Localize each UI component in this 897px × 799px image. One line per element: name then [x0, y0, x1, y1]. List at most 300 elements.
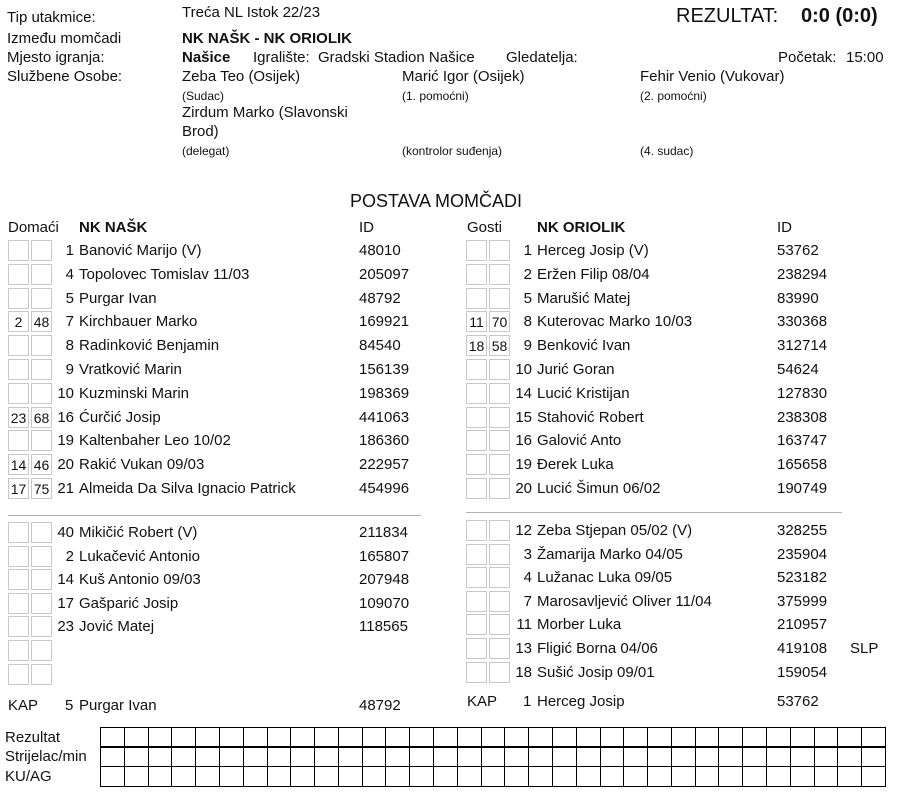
footer-grid-cell	[385, 727, 410, 748]
home-starter-player-id: 205097	[359, 265, 410, 283]
official-name: Marić Igor (Osijek)	[402, 68, 525, 85]
footer-grid-cell	[362, 727, 387, 748]
home-starter-shirt-number: 7	[65, 313, 74, 331]
footer-grid-cell	[528, 766, 553, 787]
home-captain-number: 5	[65, 697, 74, 714]
footer-grid-cell	[600, 727, 625, 748]
away-starter-player-id: 238294	[777, 265, 828, 283]
away-starter-minute-box	[466, 240, 487, 261]
official-role: (4. sudac)	[640, 144, 694, 158]
footer-grid-cell	[718, 766, 743, 787]
place-value: Našice	[182, 49, 231, 66]
footer-grid-cell	[195, 727, 220, 748]
official-name: Fehir Venio (Vukovar)	[640, 68, 785, 85]
footer-grid-cell	[742, 746, 767, 767]
home-sub-minute-box	[31, 569, 52, 590]
away-sub-player-name: Morber Luka	[537, 616, 622, 634]
away-starter-player-id: 238308	[777, 408, 828, 426]
home-starter-shirt-number: 9	[65, 361, 74, 378]
away-sub-minute-box	[466, 567, 487, 588]
footer-grid-cell	[790, 727, 815, 748]
away-starter-player-name: Galović Anto	[537, 432, 622, 450]
away-sub-player-name: Marosavljević Oliver 11/04	[537, 592, 712, 610]
home-sub-minute-box	[8, 664, 29, 685]
away-starter-player-id: 54624	[777, 361, 819, 378]
footer-grid-cell	[695, 727, 720, 748]
away-starter-minute-box	[466, 264, 487, 285]
home-sub-player-name: Mikičić Robert (V)	[79, 524, 198, 541]
home-starter-player-name: Radinković Benjamin	[79, 337, 220, 355]
footer-grid-cell	[409, 766, 434, 787]
start-label: Početak:	[778, 49, 837, 66]
footer-grid-cell	[124, 746, 149, 767]
officials-label: Službene Osobe:	[7, 68, 123, 85]
home-starter-shirt-number: 1	[65, 242, 74, 259]
footer-grid-cell	[504, 766, 529, 787]
footer-grid-cell	[290, 727, 315, 748]
away-sub-player-id: 375999	[777, 592, 828, 610]
footer-grid-cell	[433, 746, 458, 767]
home-sub-minute-box	[8, 546, 29, 567]
home-sub-player-id: 109070	[359, 594, 410, 612]
footer-grid-cell	[576, 746, 601, 767]
away-starter-minute-box	[466, 478, 487, 499]
away-starter-minute-box	[489, 430, 510, 451]
away-starter-minute-box: 11	[466, 311, 487, 332]
footer-grid-cell	[861, 766, 886, 787]
footer-grid-cell	[671, 727, 696, 748]
home-sub-shirt-number: 14	[57, 571, 74, 589]
away-starter-player-id: 53762	[777, 242, 819, 259]
footer-grid-cell	[623, 746, 648, 767]
footer-grid-cell	[195, 766, 220, 787]
away-starter-shirt-number: 8	[523, 313, 532, 331]
away-starter-minute-box	[489, 288, 510, 309]
away-starter-player-id: 330368	[777, 313, 828, 331]
away-sub-player-name: Fligić Borna 04/06	[537, 640, 658, 657]
home-starter-minute-box	[31, 430, 52, 451]
teams-value: NK NAŠK - NK ORIOLIK	[182, 30, 352, 47]
home-starter-minute-box	[31, 240, 52, 261]
footer-grid-cell	[219, 766, 244, 787]
away-sub-minute-box	[489, 544, 510, 565]
official-role: (1. pomoćni)	[402, 89, 469, 103]
footer-grid-cell	[290, 766, 315, 787]
home-starter-player-name: Banović Marijo (V)	[79, 242, 202, 259]
away-starter-player-name: Benković Ivan	[537, 337, 631, 355]
home-sub-shirt-number: 2	[65, 547, 74, 565]
away-starter-player-id: 127830	[777, 384, 828, 402]
footer-grid-cell	[124, 766, 149, 787]
official-name: Zeba Teo (Osijek)	[182, 68, 301, 85]
home-starter-shirt-number: 8	[65, 337, 74, 355]
home-sub-player-id: 165807	[359, 547, 410, 565]
home-starter-minute-box	[31, 264, 52, 285]
home-starter-minute-box: 68	[31, 407, 52, 428]
footer-grid-cell	[766, 746, 791, 767]
home-starter-player-name: Kirchbauer Marko	[79, 313, 198, 331]
footer-grid-cell	[504, 727, 529, 748]
footer-grid-cell	[290, 746, 315, 767]
footer-grid-cell	[742, 727, 767, 748]
footer-grid-cell	[433, 766, 458, 787]
home-starter-minute-box	[31, 383, 52, 404]
home-sub-minute-box	[8, 569, 29, 590]
home-starter-minute-box	[8, 383, 29, 404]
home-starter-player-name: Kuzminski Marin	[79, 384, 190, 402]
footer-grid-cell	[600, 746, 625, 767]
footer-grid-cell	[671, 746, 696, 767]
footer-grid-cell	[528, 746, 553, 767]
away-sub-player-name: Zeba Stjepan 05/02 (V)	[537, 522, 693, 539]
away-divider	[466, 512, 842, 513]
home-starter-player-id: 186360	[359, 432, 410, 450]
away-sub-player-id: 419108	[777, 640, 828, 657]
footer-grid-cell	[195, 746, 220, 767]
footer-grid-cell	[861, 746, 886, 767]
away-starter-shirt-number: 16	[515, 432, 532, 450]
footer-grid-cell	[338, 727, 363, 748]
away-starter-minute-box	[466, 430, 487, 451]
away-sub-minute-box	[489, 614, 510, 635]
away-starter-shirt-number: 20	[515, 480, 532, 497]
home-starter-player-name: Topolovec Tomislav 11/03	[79, 265, 250, 283]
home-starter-player-id: 169921	[359, 313, 410, 331]
home-starter-player-id: 222957	[359, 456, 410, 474]
home-sub-shirt-number: 40	[57, 524, 74, 541]
home-sub-player-id: 118565	[359, 618, 408, 636]
footer-grid-cell	[861, 727, 886, 748]
footer-grid-cell	[457, 746, 482, 767]
footer-grid-cell	[362, 766, 387, 787]
footer-grid-cell	[814, 766, 839, 787]
footer-grid-cell	[338, 766, 363, 787]
away-sub-shirt-number: 7	[523, 592, 532, 610]
away-sub-player-id: 523182	[777, 569, 828, 587]
footer-grid-cell	[504, 746, 529, 767]
away-sub-player-id: 235904	[777, 545, 828, 563]
home-starter-minute-box	[31, 288, 52, 309]
away-sub-player-id: 328255	[777, 522, 828, 539]
away-captain-label: KAP	[467, 693, 498, 710]
away-starter-player-name: Jurić Goran	[537, 361, 615, 378]
away-sub-minute-box	[489, 520, 510, 541]
away-starter-minute-box	[466, 407, 487, 428]
home-sub-minute-box	[31, 640, 52, 661]
away-starter-player-name: Herceg Josip (V)	[537, 242, 649, 259]
footer-grid-cell	[267, 766, 292, 787]
home-starter-minute-box	[8, 335, 29, 356]
footer-grid-cell	[267, 746, 292, 767]
official-role: (kontrolor suđenja)	[402, 144, 503, 158]
home-starter-shirt-number: 5	[65, 289, 74, 307]
home-starter-player-name: Rakić Vukan 09/03	[79, 456, 205, 474]
footer-grid-cell	[576, 766, 601, 787]
footer-grid-cell	[385, 766, 410, 787]
home-starter-minute-box	[31, 359, 52, 380]
home-captain-name: Purgar Ivan	[79, 697, 157, 714]
home-starter-minute-box: 75	[31, 478, 52, 499]
scorer-row-label: Strijelac/min	[5, 748, 87, 765]
away-starter-player-name: Lucić Kristijan	[537, 384, 630, 402]
footer-grid-cell	[695, 766, 720, 787]
away-starter-shirt-number: 5	[523, 289, 532, 307]
away-starter-shirt-number: 10	[515, 361, 532, 378]
home-sub-minute-box	[31, 593, 52, 614]
away-starter-player-id: 312714	[777, 337, 828, 355]
away-sub-minute-box	[466, 591, 487, 612]
home-team-name: NK NAŠK	[79, 219, 148, 236]
home-starter-minute-box: 46	[31, 454, 52, 475]
away-sub-player-name: Sušić Josip 09/01	[537, 663, 655, 681]
away-sub-player-name: Lužanac Luka 09/05	[537, 569, 673, 587]
footer-grid-cell	[814, 727, 839, 748]
home-starter-player-name: Almeida Da Silva Ignacio Patrick	[79, 480, 296, 497]
away-sub-player-id: 159054	[777, 663, 828, 681]
away-starter-minute-box: 18	[466, 335, 487, 356]
home-starter-minute-box	[8, 288, 29, 309]
home-starter-shirt-number: 19	[57, 432, 74, 450]
result-label: REZULTAT:	[676, 5, 779, 27]
footer-grid-cell	[766, 727, 791, 748]
away-side-label: Gosti	[467, 219, 503, 236]
footer-grid-cell	[457, 727, 482, 748]
footer-grid-cell	[243, 727, 268, 748]
home-sub-player-name: Lukačević Antonio	[79, 547, 200, 565]
home-starter-minute-box: 48	[31, 311, 52, 332]
away-captain-name: Herceg Josip	[537, 693, 625, 710]
footer-grid-cell	[600, 766, 625, 787]
footer-grid-cell	[837, 727, 862, 748]
home-starter-minute-box	[31, 335, 52, 356]
footer-grid-cell	[338, 746, 363, 767]
away-starter-player-name: Eržen Filip 08/04	[537, 265, 650, 283]
official-name: Zirdum Marko (Slavonski	[182, 104, 348, 121]
footer-grid-cell	[576, 727, 601, 748]
footer-grid-cell	[171, 746, 196, 767]
home-sub-player-name: Gašparić Josip	[79, 594, 179, 612]
home-starter-player-name: Ćurčić Josip	[79, 408, 161, 426]
footer-grid-cell	[385, 746, 410, 767]
away-starter-player-name: Stahović Robert	[537, 408, 644, 426]
home-starter-player-name: Purgar Ivan	[79, 289, 157, 307]
home-sub-player-name: Jović Matej	[79, 618, 155, 636]
home-sub-minute-box	[8, 616, 29, 637]
away-sub-minute-box	[489, 638, 510, 659]
footer-grid-cell	[623, 766, 648, 787]
place-label: Mjesto igranja:	[7, 49, 105, 66]
footer-grid-cell	[790, 746, 815, 767]
start-value: 15:00	[846, 49, 884, 66]
home-divider	[8, 515, 421, 516]
away-sub-player-name: Žamarija Marko 04/05	[537, 545, 683, 563]
away-starter-minute-box	[489, 359, 510, 380]
away-starter-minute-box	[489, 264, 510, 285]
footer-grid-cell	[552, 727, 577, 748]
footer-grid-cell	[647, 727, 672, 748]
away-starter-player-id: 83990	[777, 289, 819, 307]
away-starter-player-name: Lucić Šimun 06/02	[537, 480, 661, 497]
home-starter-minute-box	[8, 264, 29, 285]
away-team-name: NK ORIOLIK	[537, 219, 626, 236]
footer-grid-cell	[124, 727, 149, 748]
home-sub-shirt-number: 23	[57, 618, 74, 636]
home-starter-minute-box	[8, 430, 29, 451]
footer-grid-cell	[790, 766, 815, 787]
home-sub-minute-box	[31, 664, 52, 685]
score-row-label: Rezultat	[5, 729, 61, 746]
home-starter-minute-box: 17	[8, 478, 29, 499]
away-starter-minute-box	[466, 288, 487, 309]
teams-label: Između momčadi	[7, 30, 122, 47]
home-sub-player-id: 211834	[359, 524, 408, 541]
footer-grid-cell	[314, 746, 339, 767]
ground-value: Gradski Stadion Našice	[318, 49, 475, 66]
away-starter-player-id: 190749	[777, 480, 828, 497]
away-starter-shirt-number: 15	[515, 408, 532, 426]
home-starter-player-id: 48792	[359, 289, 401, 307]
away-captain-number: 1	[523, 693, 532, 710]
home-sub-minute-box	[8, 593, 29, 614]
away-starter-shirt-number: 19	[515, 456, 532, 474]
away-sub-minute-box	[466, 638, 487, 659]
footer-grid-cell	[171, 766, 196, 787]
home-starter-player-id: 48010	[359, 242, 401, 259]
home-starter-shirt-number: 21	[57, 480, 74, 497]
away-starter-player-name: Marušić Matej	[537, 289, 631, 307]
home-starter-player-id: 156139	[359, 361, 410, 378]
footer-grid-cell	[528, 727, 553, 748]
footer-grid-cell	[695, 746, 720, 767]
away-sub-shirt-number: 11	[516, 616, 532, 634]
footer-grid-cell	[314, 766, 339, 787]
away-starter-minute-box: 70	[489, 311, 510, 332]
away-captain-id: 53762	[777, 693, 819, 710]
away-sub-minute-box	[466, 614, 487, 635]
footer-grid-cell	[409, 727, 434, 748]
home-starter-player-id: 454996	[359, 480, 410, 497]
away-sub-minute-box	[466, 544, 487, 565]
away-starter-minute-box	[489, 383, 510, 404]
footer-grid-cell	[481, 766, 506, 787]
footer-grid-cell	[481, 727, 506, 748]
home-starter-shirt-number: 10	[57, 384, 74, 402]
match-type-label: Tip utakmice:	[7, 9, 96, 26]
away-sub-minute-box	[466, 662, 487, 683]
away-starter-player-name: Đerek Luka	[537, 456, 614, 474]
footer-grid-cell	[718, 746, 743, 767]
footer-grid-cell	[742, 766, 767, 787]
home-starter-minute-box	[8, 240, 29, 261]
away-starter-shirt-number: 1	[523, 242, 532, 259]
footer-grid-cell	[647, 766, 672, 787]
home-sub-minute-box	[31, 546, 52, 567]
home-sub-player-id: 207948	[359, 571, 410, 589]
home-starter-player-name: Kaltenbaher Leo 10/02	[79, 432, 231, 450]
footer-grid-cell	[219, 727, 244, 748]
home-side-label: Domaći	[8, 219, 59, 236]
away-sub-minute-box	[466, 520, 487, 541]
away-starter-minute-box	[489, 478, 510, 499]
official-role: (delegat)	[182, 144, 230, 158]
home-sub-shirt-number: 17	[57, 594, 74, 612]
away-sub-shirt-number: 13	[515, 640, 532, 657]
footer-grid-cell	[552, 766, 577, 787]
away-sub-minute-box	[489, 591, 510, 612]
ground-label: Igralište:	[253, 49, 310, 66]
away-starter-player-id: 165658	[777, 456, 828, 474]
footer-grid-cell	[718, 727, 743, 748]
away-starter-minute-box	[466, 359, 487, 380]
home-sub-minute-box	[31, 616, 52, 637]
footer-grid-cell	[623, 727, 648, 748]
home-sub-minute-box	[8, 522, 29, 543]
home-sub-minute-box	[8, 640, 29, 661]
away-starter-shirt-number: 2	[523, 265, 532, 283]
footer-grid-cell	[171, 727, 196, 748]
away-id-header: ID	[777, 219, 792, 236]
away-sub-shirt-number: 4	[523, 569, 532, 587]
home-id-header: ID	[359, 219, 374, 236]
away-starter-minute-box	[466, 454, 487, 475]
footer-grid-cell	[457, 766, 482, 787]
official-name-cont: Brod)	[182, 123, 219, 140]
away-starter-player-name: Kuterovac Marko 10/03	[537, 313, 693, 331]
result-value: 0:0 (0:0)	[801, 5, 878, 27]
away-starter-minute-box: 58	[489, 335, 510, 356]
footer-grid-cell	[433, 727, 458, 748]
home-starter-minute-box: 14	[8, 454, 29, 475]
match-type-value: Treća NL Istok 22/23	[182, 4, 321, 21]
footer-grid-cell	[148, 746, 173, 767]
home-sub-minute-box	[31, 522, 52, 543]
footer-grid-cell	[243, 766, 268, 787]
away-sub-shirt-number: 12	[515, 522, 532, 539]
footer-grid-cell	[814, 746, 839, 767]
footer-grid-cell	[671, 766, 696, 787]
away-starter-minute-box	[489, 407, 510, 428]
away-sub-player-note: SLP	[850, 640, 879, 657]
away-starter-minute-box	[466, 383, 487, 404]
home-starter-player-id: 198369	[359, 384, 410, 402]
away-sub-minute-box	[489, 567, 510, 588]
away-starter-minute-box	[489, 454, 510, 475]
footer-grid-cell	[148, 727, 173, 748]
away-sub-shirt-number: 18	[515, 663, 532, 681]
home-sub-player-name: Kuš Antonio 09/03	[79, 571, 201, 589]
footer-grid-cell	[362, 746, 387, 767]
home-starter-player-id: 84540	[359, 337, 401, 355]
away-starter-shirt-number: 9	[523, 337, 532, 355]
home-starter-minute-box	[8, 359, 29, 380]
footer-grid-cell	[409, 746, 434, 767]
footer-grid-cell	[148, 766, 173, 787]
home-starter-shirt-number: 16	[57, 408, 74, 426]
footer-grid-cell	[100, 727, 125, 748]
home-starter-shirt-number: 20	[57, 456, 74, 474]
home-captain-label: KAP	[8, 697, 39, 714]
footer-grid-cell	[267, 727, 292, 748]
home-starter-minute-box: 2	[8, 311, 29, 332]
footer-grid-cell	[766, 766, 791, 787]
away-starter-shirt-number: 14	[515, 384, 532, 402]
footer-grid-cell	[837, 746, 862, 767]
home-starter-player-id: 441063	[359, 408, 410, 426]
away-sub-shirt-number: 3	[523, 545, 532, 563]
away-sub-player-id: 210957	[777, 616, 828, 634]
footer-grid-cell	[100, 746, 125, 767]
footer-grid-cell	[481, 746, 506, 767]
